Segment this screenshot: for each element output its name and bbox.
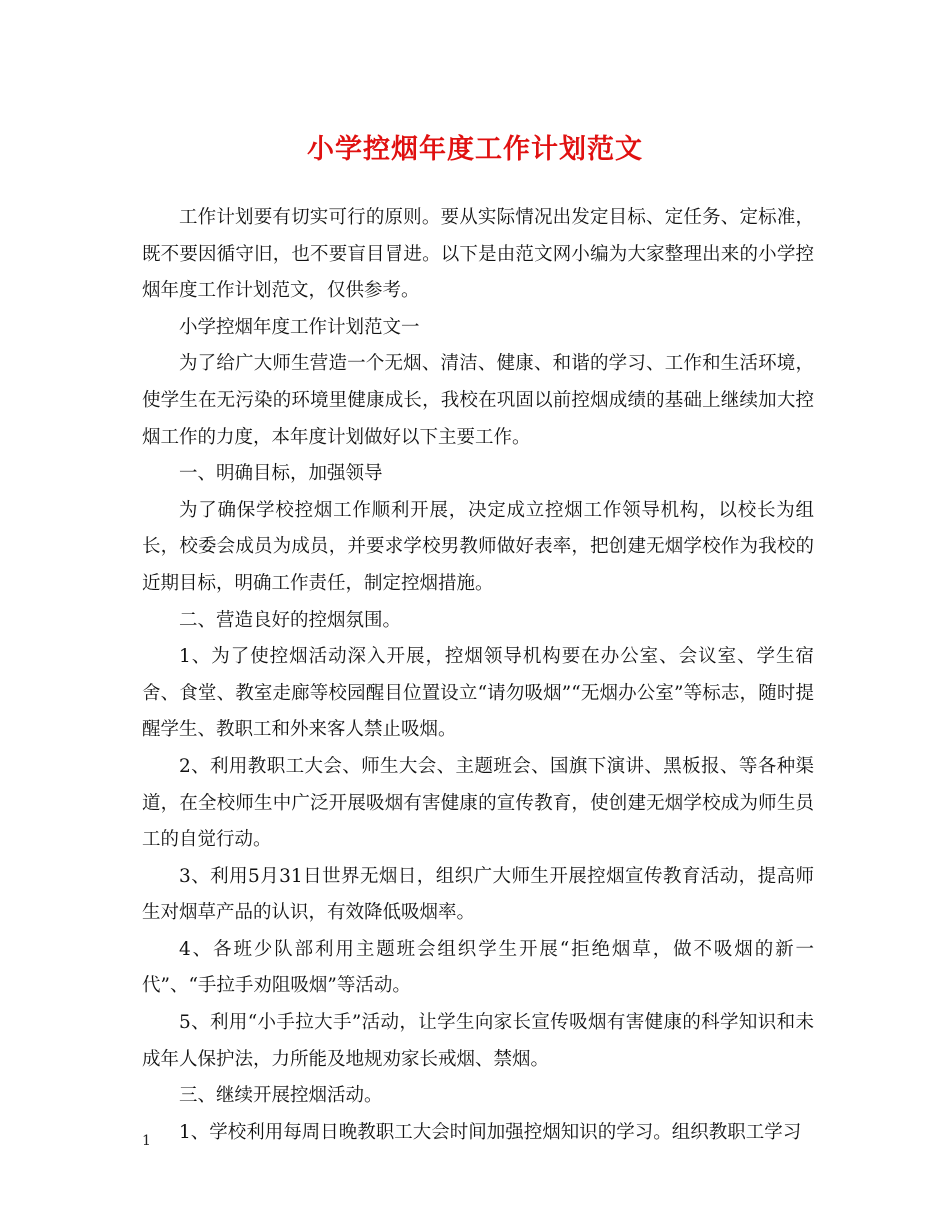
section-heading: 一、明确目标，加强领导 <box>179 463 383 485</box>
paragraph: 1、学校利用每周日晚教职工大会时间加强控烟知识的学习。组织教职工学习 <box>179 1121 802 1143</box>
paragraph: 4、各班少队部利用主题班会组织学生开展“拒绝烟草，做不吸烟的新一代”、“手拉手劝阻吸烟”等活动。 <box>142 938 814 997</box>
paragraph: 为了确保学校控烟工作顺利开展，决定成立控烟工作领导机构，以校长为组长，校委会成员为成员，并要求学校男教师做好表率，把创建无烟学校作为我校的近期目标，明确工作责任，制定控烟措施。 <box>142 499 814 594</box>
document-body <box>142 200 814 1151</box>
paragraph: 2、利用教职工大会、师生大会、主题班会、国旗下演讲、黑板报、等各种渠道，在全校师生中广泛开展吸烟有害健康的宣传教育，使创建无烟学校成为师生员工的自觉行动。 <box>142 755 814 851</box>
paragraph: 小学控烟年度工作计划范文一 <box>179 316 420 338</box>
paragraph: 3、利用5月31日世界无烟日，组织广大师生开展控烟宣传教育活动，提高师生对烟草产品的认识，有效降低吸烟率。 <box>142 865 814 924</box>
paragraph: 5、利用“小手拉大手”活动，让学生向家长宣传吸烟有害健康的科学知识和未成年人保护法，力所能及地规劝家长戒烟、禁烟。 <box>142 1012 814 1070</box>
page-number: 1 <box>142 1133 151 1149</box>
section-heading: 三、继续开展控烟活动。 <box>179 1085 383 1107</box>
paragraph: 为了给广大师生营造一个无烟、清洁、健康、和谐的学习、工作和生活环境，使学生在无污染的环境里健康成长，我校在巩固以前控烟成绩的基础上继续加大控烟工作的力度，本年度计划做好以下主要工作。 <box>142 353 814 448</box>
paragraph: 1、为了使控烟活动深入开展，控烟领导机构要在办公室、会议室、学生宿舍、食堂、教室走廊等校园醒目位置设立“请勿吸烟”“无烟办公室”等标志，随时提醒学生、教职工和外来客人禁止吸烟。 <box>142 646 814 741</box>
section-heading: 二、营造良好的控烟氛围。 <box>179 609 402 631</box>
document-title: 小学控烟年度工作计划范文 <box>307 134 643 165</box>
paragraph: 工作计划要有切实可行的原则。要从实际情况出发定目标、定任务、定标准，既不要因循守旧，也不要盲目冒进。以下是由范文网小编为大家整理出来的小学控烟年度工作计划范文，仅供参考。 <box>142 207 814 302</box>
